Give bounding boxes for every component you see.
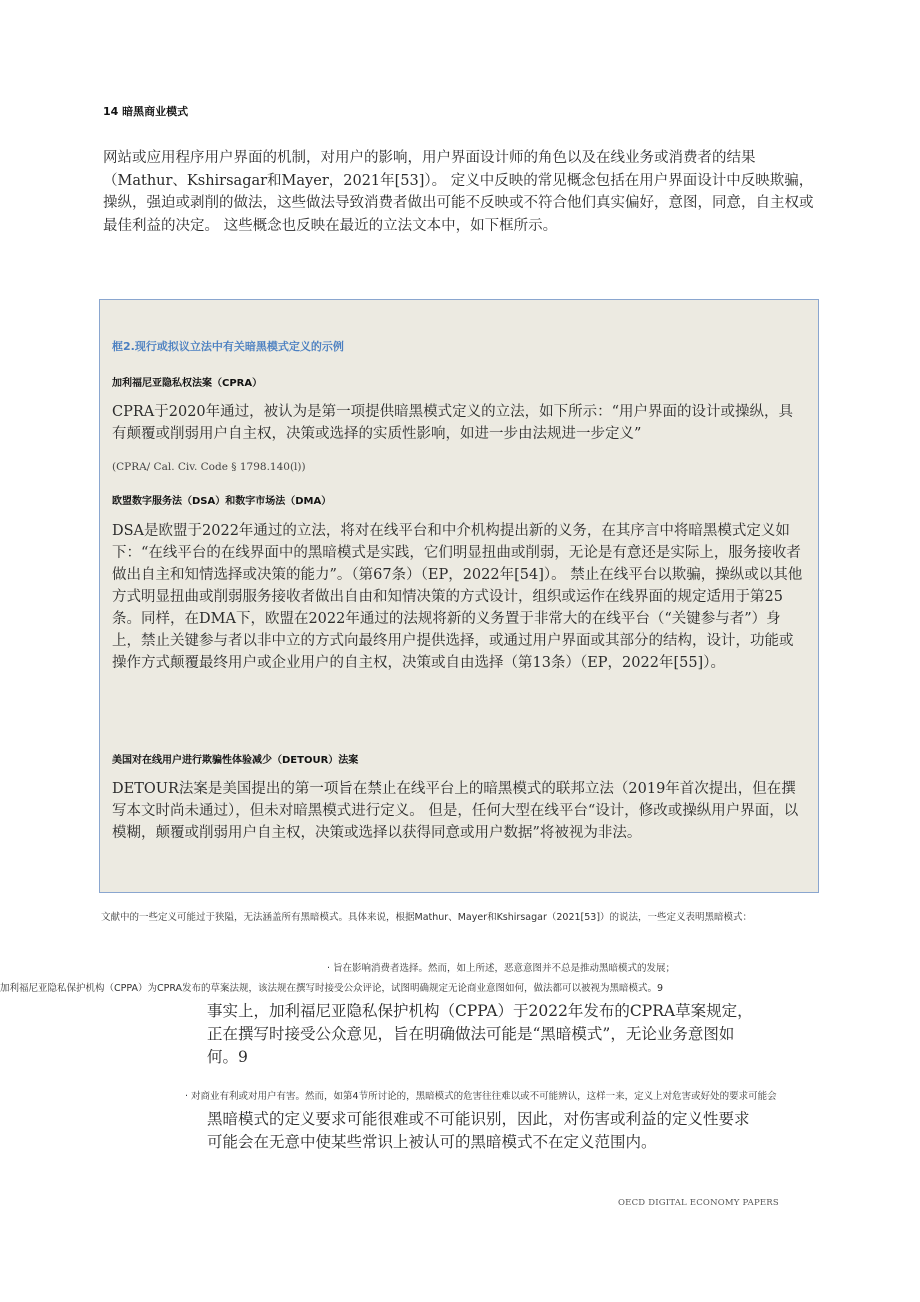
section-heading-detour: 美国对在线用户进行欺骗性体验减少（DETOUR）法案 — [112, 755, 359, 766]
bullet-intent-large: 事实上，加利福尼亚隐私保护机构（CPPA）于2022年发布的CPRA草案规定，正在撰写时接受公众意见，旨在明确做法可能是“黑暗模式”，无论业务意图如何。9 — [207, 1002, 753, 1066]
page-header: 14 暗黑商业模式 — [103, 105, 189, 118]
section-heading-dsa-dma: 欧盟数字服务法（DSA）和数字市场法（DMA） — [112, 496, 332, 507]
bullet-intent-small: · 旨在影响消费者选择。然而，如上所述，恶意意图并不总是推动黑暗模式的发展； — [327, 963, 676, 974]
section-text-dsa-dma: DSA是欧盟于2022年通过的立法，将对在线平台和中介机构提出新的义务，在其序言中将暗黑模式定义如下：“在线平台的在线界面中的黑暗模式是实践，它们明显扭曲或削弱，无论是有意还是实际上，服务接收者做出自主和知情选择或决策的能力”。（第67条）（EP，2022年[54]）。 禁止在线平台以欺骗，操纵或以其他方式明显扭曲或削弱服务接收者做出自由和知情决策的方式设计，组织或运作在线界面的规定适用于第25条。同样，在DMA下，欧盟在2022年通过的法规将新的义务置于非常大的在线平台（“关键参与者”）身上，禁止关键参与者以非中立的方式向最终用户提供选择，或通过用户界面或其部分的结构，设计，功能或操作方式颠覆最终用户或企业用户的自主权，决策或自由选择（第13条）（EP，2022年[55]）。 — [112, 523, 803, 671]
section-text-cpra: CPRA于2020年通过，被认为是第一项提供暗黑模式定义的立法，如下所示：“用户界面的设计或操纵，具有颠覆或削弱用户自主权，决策或选择的实质性影响，如进一步由法规进一步定义” — [112, 404, 794, 442]
section-citation-cpra: (CPRA/ Cal. Civ. Code § 1798.140(l)) — [112, 461, 306, 473]
bullet-intent-overflow-text: 加利福尼亚隐私保护机构（CPPA）为CPRA发布的草案法规，该法规在撰写时接受公众评论，试图明确规定无论商业意图如何，做法都可以被视为黑暗模式。9 — [0, 983, 664, 994]
bullet-intent-overflow-line — [0, 980, 920, 994]
bullet-harm-large: 黑暗模式的定义要求可能很难或不可能识别，因此，对伤害或利益的定义性要求可能会在无意中使某些常识上被认可的黑暗模式不在定义范围内。 — [207, 1110, 750, 1151]
intro-paragraph: 网站或应用程序用户界面的机制，对用户的影响，用户界面设计师的角色以及在线业务或消费者的结果（Mathur、Kshirsagar和Mayer，2021年[53]）。 定义中反映的常见概念包括在用户界面设计中反映欺骗，操纵，强迫或剥削的做法，这些做法导致消费者做出可能不反映或不符合他们真实偏好，意图，同意，自主权或最佳利益的决定。 这些概念也反映在最近的立法文本中，如下框所示。 — [103, 150, 814, 234]
note-paragraph: 文献中的一些定义可能过于狭隘，无法涵盖所有黑暗模式。具体来说，根据Mathur、Mayer和Kshirsagar（2021[53]）的说法，一些定义表明黑暗模式： — [101, 912, 753, 923]
section-heading-cpra: 加利福尼亚隐私权法案（CPRA） — [112, 378, 263, 389]
section-text-detour: DETOUR法案是美国提出的第一项旨在禁止在线平台上的暗黑模式的联邦立法（2019年首次提出，但在撰写本文时尚未通过），但未对暗黑模式进行定义。 但是，任何大型在线平台“设计，修改或操纵用户界面，以模糊，颠覆或削弱用户自主权，决策或选择以获得同意或用户数据”将被视为非法。 — [112, 781, 799, 841]
page-footer: OECD DIGITAL ECONOMY PAPERS — [618, 1198, 779, 1208]
bullet-harm-small: · 对商业有利或对用户有害。然而，如第4节所讨论的，黑暗模式的危害往往难以或不可能辨认，这样一来，定义上对危害或好处的要求可能会 — [185, 1091, 777, 1102]
box-title: 框2.现行或拟议立法中有关暗黑模式定义的示例 — [112, 340, 344, 353]
